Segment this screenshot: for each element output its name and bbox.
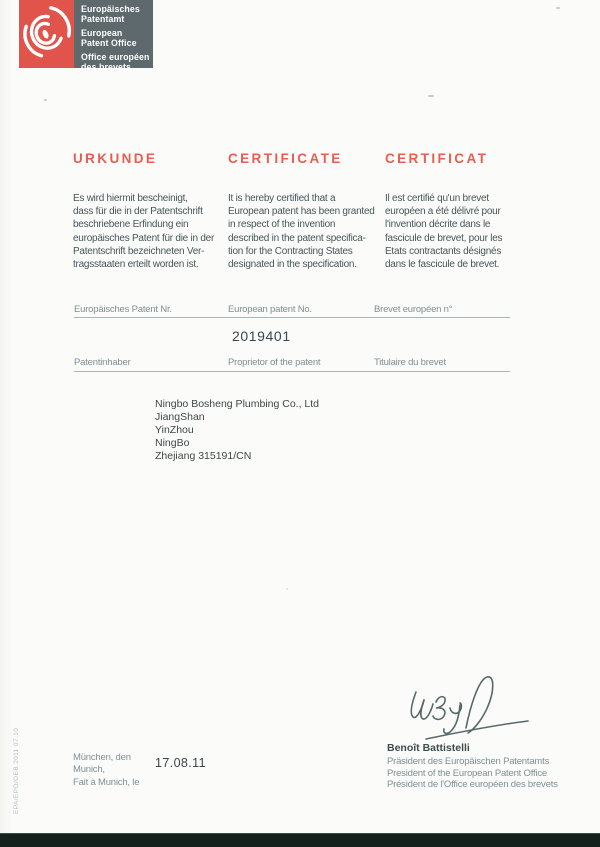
label-titulaire-fr: Titulaire du brevet — [374, 357, 446, 368]
statement-french — [385, 192, 502, 271]
text-line: Fait à Munich, le — [73, 776, 140, 788]
text-line: Patent Office — [81, 38, 137, 48]
issue-place-block — [73, 752, 139, 789]
proprietor-address-block — [155, 398, 319, 463]
text-line: dans le fascicule de brevet. — [385, 259, 500, 271]
epo-logo-red-panel — [19, 0, 74, 68]
scan-speck — [44, 99, 47, 101]
text-line: European patent has been granted — [228, 206, 375, 218]
text-line: JiangShan — [155, 411, 205, 423]
epo-name-fr — [81, 52, 153, 72]
label-patentinhaber-de: Patentinhaber — [74, 357, 131, 368]
text-line: München, den — [73, 752, 131, 763]
text-line: europäisches Patent für die in der — [73, 232, 215, 244]
field-rule — [74, 371, 510, 372]
text-line: It is hereby certified that a — [228, 193, 336, 204]
label-patent-no-en: European patent No. — [228, 304, 312, 315]
text-line: dass für die in der Patentschrift — [73, 206, 203, 218]
form-code-vertical-text: EPA/EPO/OEB 2011 07.10 — [13, 727, 20, 814]
text-line: designated in the specification. — [228, 259, 357, 271]
text-line: Président de l'Office européen des brevets — [387, 779, 558, 790]
text-line: l'invention décrite dans le — [385, 219, 491, 231]
statement-english — [228, 192, 375, 271]
text-line: tragsstaaten erteilt worden ist. — [73, 259, 199, 271]
text-line: fascicule de brevet, pour les — [385, 232, 503, 244]
text-line: President of the European Patent Office — [387, 767, 547, 779]
text-line: NingBo — [155, 437, 190, 449]
scan-speck — [428, 95, 434, 97]
field-rule — [74, 317, 510, 318]
scan-speck — [556, 7, 560, 9]
text-line: Patentschrift bezeichneten Ver- — [73, 245, 205, 257]
text-line: described in the patent specifica- — [228, 232, 366, 244]
text-line: tion for the Contracting States — [228, 245, 353, 257]
label-patent-nr-de: Europäisches Patent Nr. — [74, 304, 172, 315]
epo-name-en — [81, 28, 153, 48]
text-line: Ningbo Bosheng Plumbing Co., Ltd — [155, 398, 320, 410]
text-line: des brevets — [81, 62, 131, 72]
text-line: Munich, — [73, 764, 105, 776]
title-certificat: CERTIFICAT — [385, 151, 489, 166]
epo-name-de — [81, 4, 153, 24]
label-proprietor-en: Proprietor of the patent — [228, 357, 321, 368]
text-line: Office européen — [81, 52, 150, 62]
title-urkunde: URKUNDE — [73, 151, 158, 166]
text-line: Zhejiang 315191/CN — [155, 450, 252, 462]
text-line: Etats contractants désignés — [385, 245, 502, 257]
text-line: in respect of the invention — [228, 219, 336, 231]
text-line: européen a été délivré pour — [385, 206, 501, 218]
patent-number-value: 2019401 — [232, 328, 291, 344]
president-titles — [387, 756, 558, 791]
text-line: beschriebene Erfindung ein — [73, 219, 189, 231]
title-certificate: CERTIFICATE — [228, 151, 343, 166]
text-line: Patentamt — [81, 14, 125, 24]
president-signature-icon — [400, 670, 540, 748]
text-line: Präsident des Europäischen Patentamts — [387, 756, 550, 767]
text-line: European — [81, 28, 123, 38]
text-line: Il est certifié qu'un brevet — [385, 193, 489, 204]
epo-fingerprint-icon — [19, 0, 74, 68]
president-name: Benoît Battistelli — [387, 742, 470, 754]
text-line: Es wird hiermit bescheinigt, — [73, 193, 188, 204]
statement-german — [73, 192, 214, 271]
text-line: YinZhou — [155, 424, 194, 436]
label-brevet-no-fr: Brevet européen n° — [374, 304, 453, 315]
epo-logo-name-panel — [74, 0, 153, 72]
text-line: Europäisches — [81, 4, 140, 14]
scan-edge-band — [0, 833, 600, 847]
scan-speck — [286, 588, 288, 590]
issue-date-value: 17.08.11 — [155, 756, 206, 770]
